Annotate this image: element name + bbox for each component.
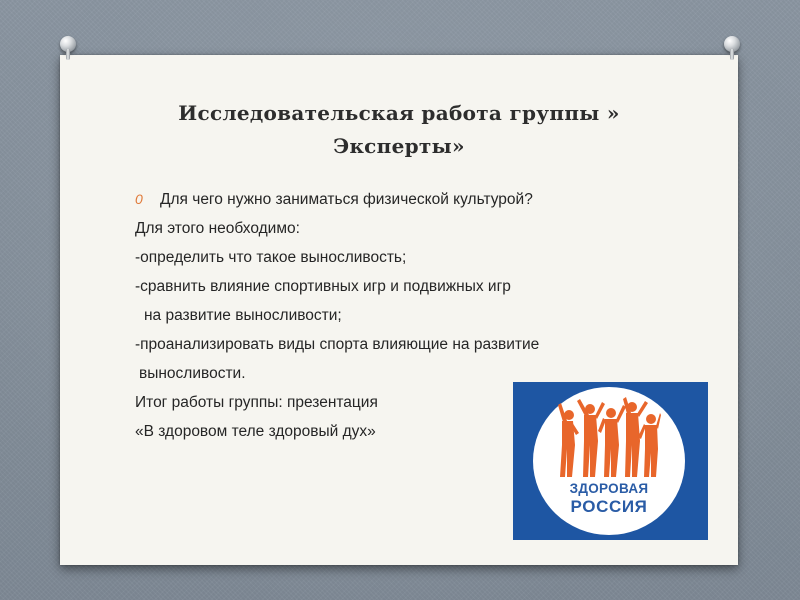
body-line: выносливости.: [139, 365, 246, 382]
pushpin-icon: [722, 36, 742, 60]
bullet-text: Для чего нужно заниматься физической культурой?: [160, 191, 533, 208]
body-line: «В здоровом теле здоровый дух»: [135, 423, 376, 440]
body-line: -определить что такое выносливость;: [135, 249, 407, 266]
body-line: на развитие выносливости;: [144, 307, 342, 324]
logo-text-line-1: ЗДОРОВАЯ: [569, 481, 649, 496]
body-line: Для этого необходимо:: [135, 220, 300, 237]
slide-title-line-2: Эксперты»: [333, 134, 465, 158]
slide-title-line-1: Исследовательская работа группы »: [178, 101, 620, 125]
pushpin-icon: [58, 36, 78, 60]
slide-title: [60, 97, 738, 163]
people-figures-icon: [557, 397, 661, 479]
logo-text-line-2: РОССИЯ: [570, 497, 648, 516]
body-line: -сравнить влияние спортивных игр и подвижных игр: [135, 278, 511, 295]
bullet-marker: 0: [135, 191, 143, 207]
body-line: Итог работы группы: презентация: [135, 394, 378, 411]
body-line: [135, 185, 695, 214]
logo-circle: [533, 387, 685, 535]
zdorovaya-rossiya-logo: [513, 382, 708, 540]
body-line: -проанализировать виды спорта влияющие на развитие: [135, 336, 540, 353]
